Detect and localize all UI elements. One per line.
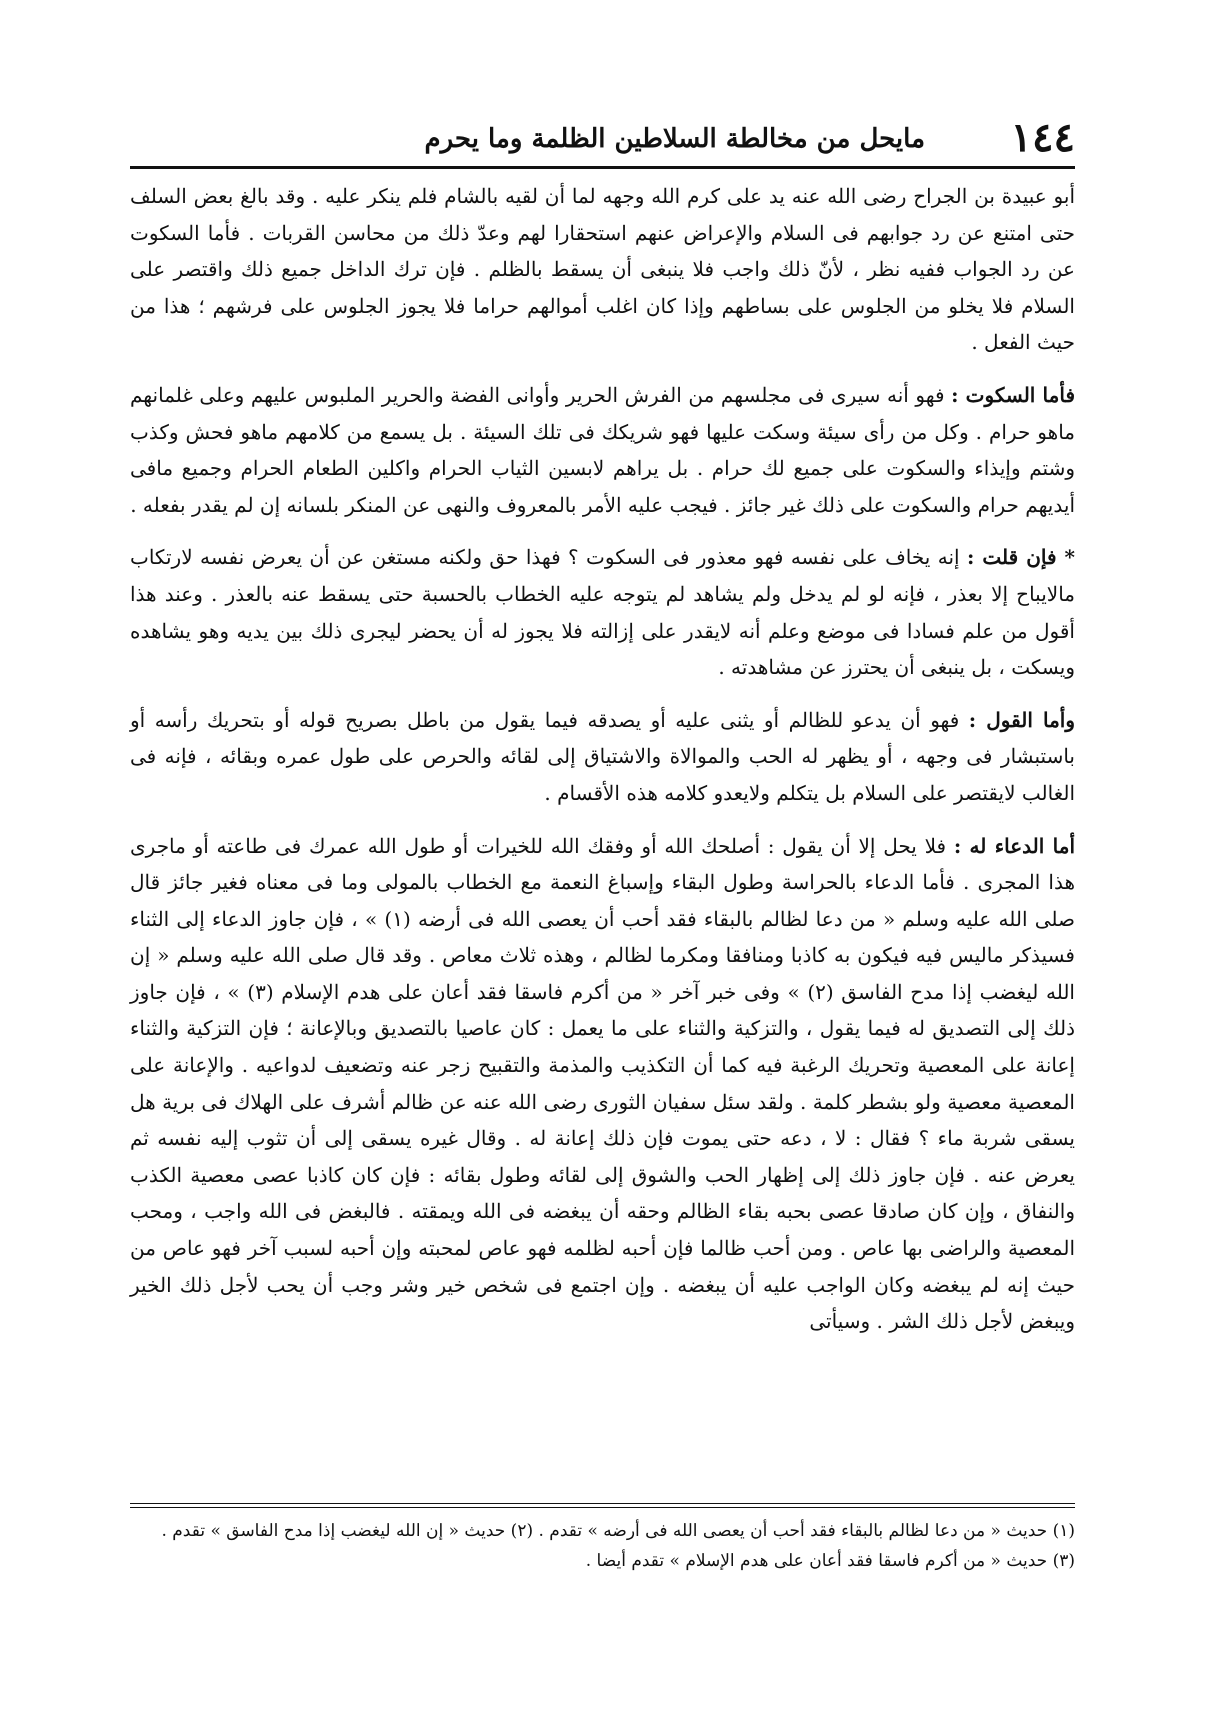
footnote-rule-secondary <box>130 1507 1075 1508</box>
paragraph-text: إنه يخاف على نفسه فهو معذور فى السكوت ؟ فهذا حق ولكنه مستغن عن أن يعرض نفسه لارتكاب مالايباح إلا بعذر ، فإنه لو لم يدخل ولم يشاهد لم يتوجه عليه الخطاب بالحسبة حتى يسقط عنه بالعذر . وعند هذا أقول من علم فسادا فى موضع وعلم أنه لايقدر على إزالته فلا يجوز له أن يحضر ليجرى ذلك بين يديه وهو يشاهده ويسكت ، بل ينبغى أن يحترز عن مشاهدته . <box>130 545 1075 680</box>
footnote-line-2: (٣) حديث « من أكرم فاسقا فقد أعان على هدم الإسلام » تقدم أيضا . <box>585 1551 1075 1571</box>
header-rule <box>130 166 1075 169</box>
paragraph-2 <box>130 377 1075 523</box>
paragraph-lead: * فإن قلت : <box>967 545 1075 570</box>
footnote-rule <box>130 1503 1075 1504</box>
paragraph-lead: أما الدعاء له : <box>953 833 1076 858</box>
paragraph-lead: فأما السكوت : <box>951 382 1075 407</box>
paragraph-1 <box>130 178 1075 361</box>
running-title: مايحل من مخالطة السلاطين الظلمة وما يحرم <box>424 124 925 154</box>
footnote-line-1: (١) حديث « من دعا لظالم بالبقاء فقد أحب أن يعصى الله فى أرضه » تقدم . (٢) حديث « إن الله ليغضب إذا مدح الفاسق » تقدم . <box>161 1521 1075 1541</box>
paragraph-3 <box>130 539 1075 685</box>
paragraph-text: فهو أن يدعو للظالم أو يثنى عليه أو يصدقه فيما يقول من باطل بصريح قوله أو بتحريك رأسه أو باستبشار فى وجهه ، أو يظهر له الحب والموالاة والاشتياق إلى لقائه والحرص على طول عمره وبقائه ، فإنه فى الغالب لايقتصر على السلام بل يتكلم ولايعدو كلامه هذه الأقسام . <box>130 707 1075 805</box>
page-header <box>130 112 1075 168</box>
footnotes <box>130 1516 1075 1576</box>
paragraph-text: فلا يحل إلا أن يقول : أصلحك الله أو وفقك الله للخيرات أو طول الله عمرك فى طاعته أو ماجرى هذا المجرى . فأما الدعاء بالحراسة وطول البقاء وإسباغ النعمة مع الخطاب بالمولى وما فى معناه فغير جائز قال صلى الله عليه وسلم « من دعا لظالم بالبقاء فقد أحب أن يعصى الله فى أرضه (١) » ، فإن جاوز الدعاء إلى الثناء فسيذكر ماليس فيه فيكون به كاذبا ومنافقا ومكرما لظالم ، وهذه ثلاث معاص . وقد قال صلى الله عليه وسلم « إن الله ليغضب إذا مدح الفاسق (٢) » وفى خبر آخر « من أكرم فاسقا فقد أعان على هدم الإسلام (٣) » ، فإن جاوز ذلك إلى التصديق له فيما يقول ، والتزكية والثناء على ما يعمل : كان عاصيا بالتصديق وبالإعانة ؛ فإن التزكية والثناء إعانة على المعصية وتحريك الرغبة فيه كما أن التكذيب والمذمة والتقبيح زجر عنه وتضعيف لدواعيه . والإعانة على المعصية معصية ولو بشطر كلمة . ولقد سئل سفيان الثورى رضى الله عنه عن ظالم أشرف على الهلاك فى برية هل يسقى شربة ماء ؟ فقال : لا ، دعه حتى يموت فإن ذلك إعانة له . وقال غيره يسقى إلى أن تثوب إليه نفسه ثم يعرض عنه . فإن جاوز ذلك إلى إظهار الحب والشوق إلى لقائه وطول بقائه : فإن كان كاذبا عصى معصية الكذب والنفاق ، وإن كان صادقا عصى بحبه بقاء الظالم وحقه أن يبغضه فى الله ويمقته . فالبغض فى الله واجب ، ومحب المعصية والراضى بها عاص . ومن أحب ظالما فإن أحبه لظلمه فهو عاص لمحبته وإن أحبه لسبب آخر فهو عاص من حيث إنه لم يبغضه وكان الواجب عليه أن يبغضه . وإن اجتمع فى شخص خير وشر وجب أن يحب لأجل ذلك الخير ويبغض لأجل ذلك الشر . وسيأتى <box>130 833 1076 1334</box>
page-number: ١٤٤ <box>1010 114 1075 161</box>
paragraph-text: أبو عبيدة بن الجراح رضى الله عنه يد على كرم الله وجهه لما أن لقيه بالشام فلم ينكر عليه . وقد بالغ بعض السلف حتى امتنع عن رد جوابهم فى السلام والإعراض عنهم استحقارا لهم وعدّ ذلك من محاسن القربات . فأما السكوت عن رد الجواب ففيه نظر ، لأنّ ذلك واجب فلا ينبغى أن يسقط بالظلم . فإن ترك الداخل جميع ذلك واقتصر على السلام فلا يخلو من الجلوس على بساطهم وإذا كان اغلب أموالهم حراما فلا يجوز الجلوس على فرشهم ؛ هذا من حيث الفعل . <box>130 184 1075 355</box>
paragraph-text: فهو أنه سيرى فى مجلسهم من الفرش الحرير وأوانى الفضة والحرير الملبوس عليهم وعلى غلمانهم ماهو حرام . وكل من رأى سيئة وسكت عليها فهو شريكك فى تلك السيئة . بل يسمع من كلامهم ماهو فحش وكذب وشتم وإيذاء والسكوت على جميع لك حرام . بل يراهم لابسين الثياب الحرام واكلين الطعام الحرام وجميع مافى أيديهم حرام والسكوت على ذلك غير جائز . فيجب عليه الأمر بالمعروف والنهى عن المنكر بلسانه إن لم يقدر بفعله . <box>130 382 1075 517</box>
main-text <box>130 178 1075 1356</box>
paragraph-4 <box>130 702 1075 812</box>
paragraph-5 <box>130 828 1075 1340</box>
paragraph-lead: وأما القول : <box>968 707 1075 732</box>
